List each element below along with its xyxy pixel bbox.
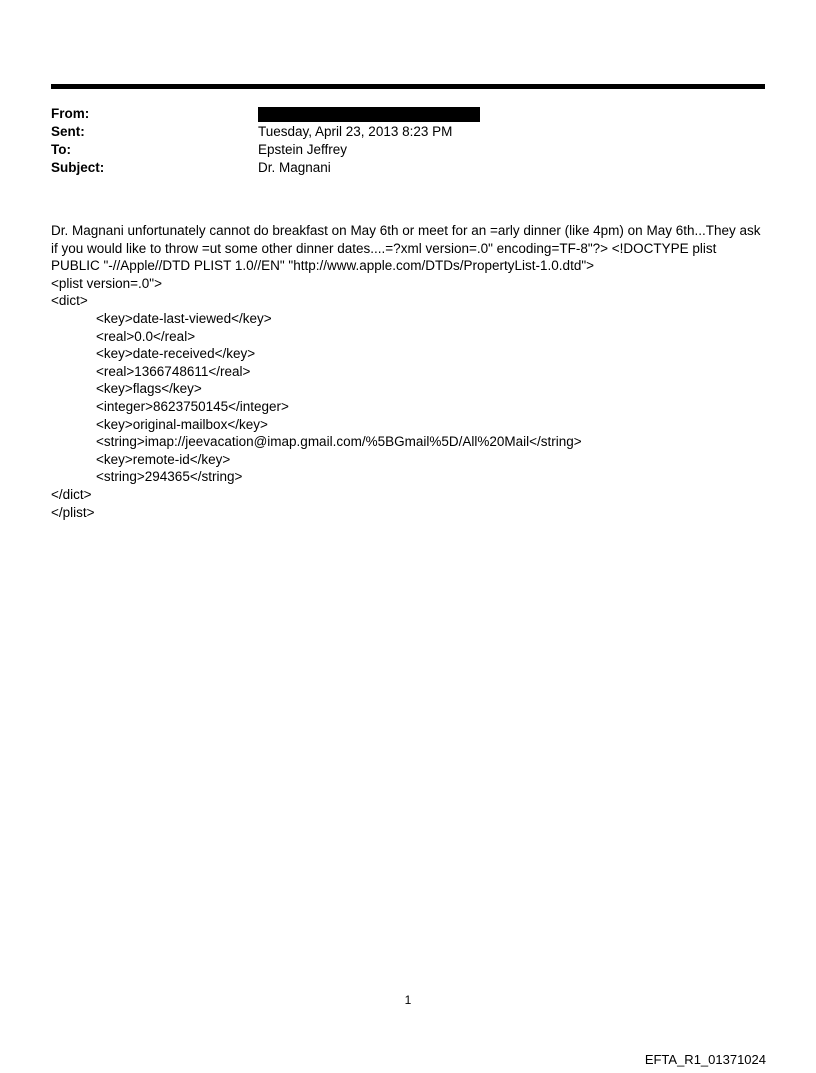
sent-label: Sent: [51,124,85,139]
plist-line: <key>flags</key> [96,381,202,397]
to-label: To: [51,142,71,157]
email-header-block [51,105,765,177]
email-body [51,222,767,521]
plist-line: <key>original-mailbox</key> [96,416,268,432]
body-paragraph: Dr. Magnani unfortunately cannot do breakfast on May 6th or meet for an =arly dinner (like 4pm) on May 6th...They ask if you would like to throw =ut some other dinner dates....=?xml version=.0" encoding=TF-8"?> <!DOCTYPE plist PUBLIC "-//Apple//DTD PLIST 1.0//EN" "http://www.apple.com/DTDs/PropertyList-1.0.dtd"> [51,223,761,274]
subject-value: Dr. Magnani [258,160,331,175]
page-number: 1 [404,993,412,1007]
plist-line: <plist version=.0"> [51,275,162,291]
from-label: From: [51,106,90,121]
header-row-sent [51,123,765,141]
header-row-from [51,105,765,123]
plist-line: <real>1366748611</real> [96,363,251,379]
plist-line: <key>remote-id</key> [96,451,231,467]
to-value: Epstein Jeffrey [258,142,348,157]
plist-line: <integer>8623750145</integer> [96,398,289,414]
bates-number: EFTA_R1_01371024 [644,1052,766,1067]
plist-line: <dict> [51,293,88,309]
plist-line: <real>0.0</real> [96,328,196,344]
sent-value: Tuesday, April 23, 2013 8:23 PM [258,124,453,139]
plist-line: <string>294365</string> [96,469,243,485]
plist-line: <string>imap://jeevacation@imap.gmail.com/%5BGmail%5D/All%20Mail</string> [96,434,582,450]
redaction-bar [258,107,480,122]
from-value [258,105,765,123]
plist-line: <key>date-last-viewed</key> [96,310,272,326]
header-row-to [51,141,765,159]
plist-line: </plist> [51,504,95,520]
plist-line: <key>date-received</key> [96,346,256,362]
header-divider-rule [51,84,765,89]
header-row-subject [51,159,765,177]
plist-line: </dict> [51,486,92,502]
subject-label: Subject: [51,160,105,175]
